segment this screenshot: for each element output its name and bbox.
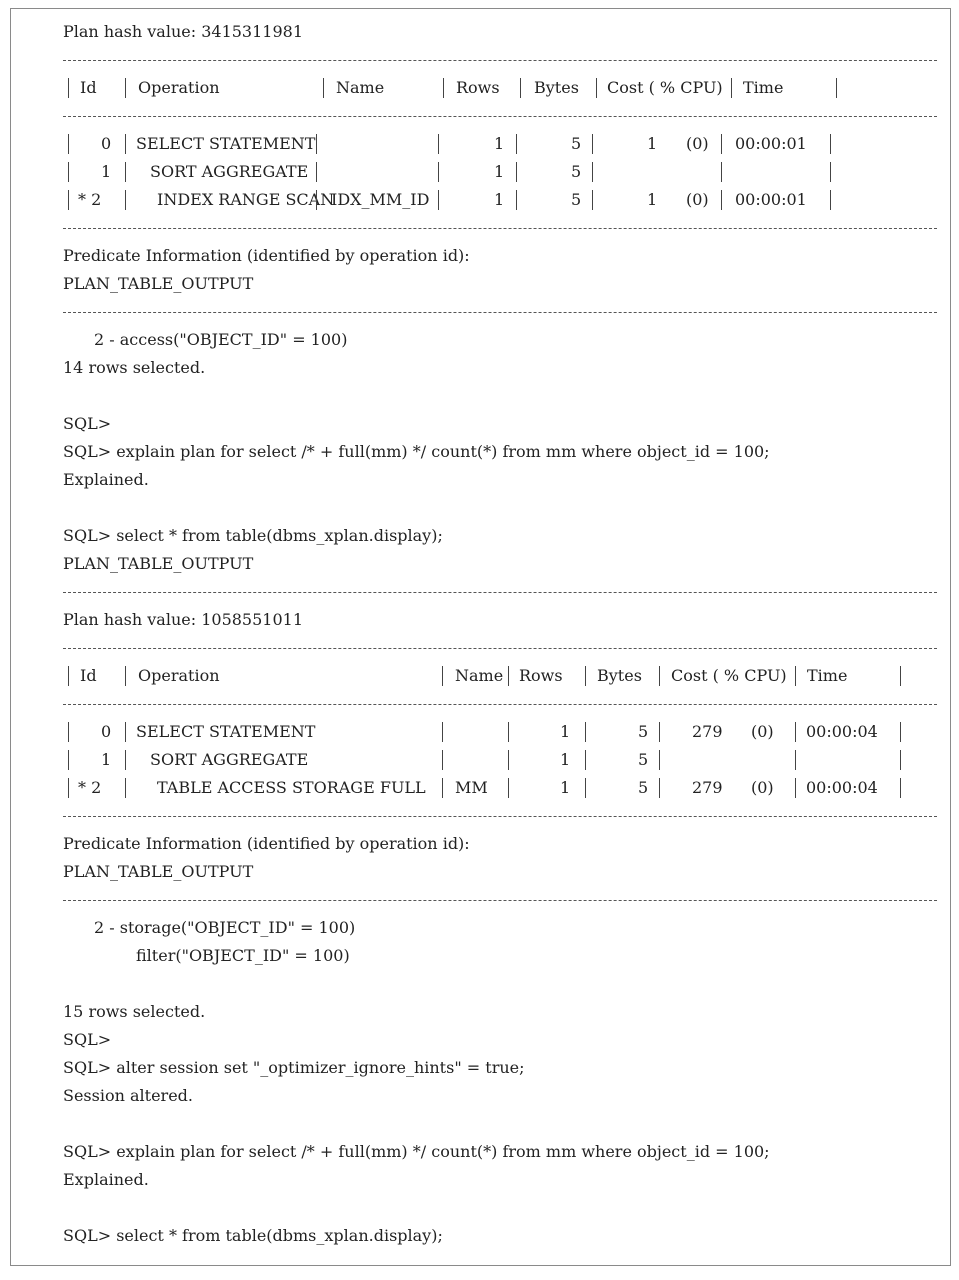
dashed-separator (63, 312, 937, 313)
table-border (659, 722, 660, 742)
table-border (316, 134, 317, 154)
sql-prompt: SQL> (63, 414, 112, 433)
table-border (585, 778, 586, 798)
cell-cpu: (0) (751, 722, 774, 741)
table-border (900, 666, 901, 686)
cell-time: 00:00:04 (806, 722, 878, 741)
cell-id: * 2 (78, 778, 102, 797)
table-border (125, 162, 126, 182)
dashed-separator (63, 704, 937, 705)
cell-operation: SELECT STATEMENT (136, 134, 316, 153)
column-header-operation: Operation (138, 666, 220, 685)
table-border (585, 722, 586, 742)
predicate-information-heading: Predicate Information (identified by operation id): (63, 246, 470, 265)
table-border (795, 750, 796, 770)
table-border (520, 78, 521, 98)
plan-table-output-heading: PLAN_TABLE_OUTPUT (63, 274, 254, 293)
cell-rows: 1 (560, 778, 571, 797)
sql-command: SQL> select * from table(dbms_xplan.display); (63, 1226, 443, 1245)
dashed-separator (63, 592, 937, 593)
table-border (795, 666, 796, 686)
cell-cpu: (0) (686, 134, 709, 153)
cell-time: 00:00:01 (735, 190, 807, 209)
cell-rows: 1 (494, 162, 505, 181)
table-border (323, 78, 324, 98)
column-header-bytes: Bytes (534, 78, 579, 97)
table-border (125, 722, 126, 742)
table-border (442, 750, 443, 770)
table-border (438, 162, 439, 182)
cell-id: 1 (101, 162, 112, 181)
table-border (516, 190, 517, 210)
cell-operation: SORT AGGREGATE (150, 750, 309, 769)
cell-time: 00:00:04 (806, 778, 878, 797)
cell-id: 0 (101, 722, 112, 741)
table-border (438, 190, 439, 210)
table-border (731, 78, 732, 98)
cell-operation: TABLE ACCESS STORAGE FULL (157, 778, 426, 797)
table-border (125, 134, 126, 154)
table-border (795, 722, 796, 742)
table-border (442, 666, 443, 686)
sql-command: SQL> select * from table(dbms_xplan.display); (63, 526, 443, 545)
sql-prompt: SQL> (63, 1030, 112, 1049)
dashed-separator (63, 900, 937, 901)
table-border (125, 666, 126, 686)
column-header-id: Id (80, 666, 97, 685)
cell-bytes: 5 (571, 162, 582, 181)
rows-selected-message: 15 rows selected. (63, 1002, 206, 1021)
table-border (592, 134, 593, 154)
table-border (438, 134, 439, 154)
column-header-cost: Cost ( % CPU) (607, 78, 723, 97)
command-result: Session altered. (63, 1086, 193, 1105)
table-border (596, 78, 597, 98)
table-border (721, 134, 722, 154)
plan-table-output-heading: PLAN_TABLE_OUTPUT (63, 554, 254, 573)
cell-operation: SORT AGGREGATE (150, 162, 309, 181)
table-border (442, 778, 443, 798)
table-border (659, 778, 660, 798)
cell-bytes: 5 (571, 134, 582, 153)
table-border (516, 134, 517, 154)
cell-rows: 1 (560, 750, 571, 769)
table-border (900, 722, 901, 742)
table-border (316, 190, 317, 210)
column-header-name: Name (336, 78, 385, 97)
dashed-separator (63, 116, 937, 117)
table-border (125, 750, 126, 770)
column-header-operation: Operation (138, 78, 220, 97)
cell-cost: 279 (692, 778, 723, 797)
dashed-separator (63, 816, 937, 817)
cell-cost: 279 (692, 722, 723, 741)
table-border (508, 722, 509, 742)
predicate-storage: 2 - storage("OBJECT_ID" = 100) (94, 918, 356, 937)
cell-bytes: 5 (571, 190, 582, 209)
table-border (592, 190, 593, 210)
table-border (443, 78, 444, 98)
column-header-bytes: Bytes (597, 666, 642, 685)
sql-command: SQL> alter session set "_optimizer_ignore_hints" = true; (63, 1058, 525, 1077)
predicate-information-heading: Predicate Information (identified by operation id): (63, 834, 470, 853)
table-border (125, 78, 126, 98)
table-border (508, 750, 509, 770)
cell-operation: INDEX RANGE SCAN (157, 190, 335, 209)
cell-rows: 1 (494, 190, 505, 209)
table-border (442, 722, 443, 742)
cell-cost: 1 (647, 134, 658, 153)
cell-bytes: 5 (638, 750, 649, 769)
table-border (68, 190, 69, 210)
table-border (68, 162, 69, 182)
cell-rows: 1 (494, 134, 505, 153)
plan-hash-value-1: Plan hash value: 3415311981 (63, 22, 303, 41)
cell-cpu: (0) (686, 190, 709, 209)
table-border (508, 666, 509, 686)
predicate-access: 2 - access("OBJECT_ID" = 100) (94, 330, 348, 349)
column-header-cost: Cost ( % CPU) (671, 666, 787, 685)
cell-id: 0 (101, 134, 112, 153)
table-border (795, 778, 796, 798)
table-border (900, 750, 901, 770)
table-border (721, 162, 722, 182)
column-header-name: Name (455, 666, 504, 685)
table-border (585, 750, 586, 770)
table-border (68, 722, 69, 742)
table-border (900, 778, 901, 798)
table-border (830, 190, 831, 210)
dashed-separator (63, 648, 937, 649)
column-header-rows: Rows (519, 666, 563, 685)
table-border (836, 78, 837, 98)
cell-id: 1 (101, 750, 112, 769)
cell-rows: 1 (560, 722, 571, 741)
table-border (830, 134, 831, 154)
table-border (125, 778, 126, 798)
table-border (721, 190, 722, 210)
dashed-separator (63, 60, 937, 61)
table-border (592, 162, 593, 182)
sql-command: SQL> explain plan for select /* + full(mm) */ count(*) from mm where object_id = 100; (63, 442, 770, 461)
table-border (659, 666, 660, 686)
plan-hash-value-2: Plan hash value: 1058551011 (63, 610, 303, 629)
dashed-separator (63, 228, 937, 229)
column-header-time: Time (743, 78, 784, 97)
table-border (68, 666, 69, 686)
sql-command: SQL> explain plan for select /* + full(mm) */ count(*) from mm where object_id = 100; (63, 1142, 770, 1161)
column-header-id: Id (80, 78, 97, 97)
table-border (585, 666, 586, 686)
table-border (316, 162, 317, 182)
command-result: Explained. (63, 470, 149, 489)
cell-time: 00:00:01 (735, 134, 807, 153)
cell-bytes: 5 (638, 722, 649, 741)
cell-bytes: 5 (638, 778, 649, 797)
cell-cost: 1 (647, 190, 658, 209)
command-result: Explained. (63, 1170, 149, 1189)
table-border (68, 134, 69, 154)
cell-cpu: (0) (751, 778, 774, 797)
table-border (830, 162, 831, 182)
cell-name: MM (455, 778, 488, 797)
plan-table-output-heading: PLAN_TABLE_OUTPUT (63, 862, 254, 881)
table-border (68, 78, 69, 98)
table-border (659, 750, 660, 770)
column-header-rows: Rows (456, 78, 500, 97)
rows-selected-message: 14 rows selected. (63, 358, 206, 377)
cell-id: * 2 (78, 190, 102, 209)
table-border (516, 162, 517, 182)
column-header-time: Time (807, 666, 848, 685)
table-border (68, 778, 69, 798)
table-border (68, 750, 69, 770)
table-border (508, 778, 509, 798)
table-border (125, 190, 126, 210)
cell-name: IDX_MM_ID (331, 190, 430, 209)
cell-operation: SELECT STATEMENT (136, 722, 316, 741)
predicate-filter: filter("OBJECT_ID" = 100) (136, 946, 350, 965)
